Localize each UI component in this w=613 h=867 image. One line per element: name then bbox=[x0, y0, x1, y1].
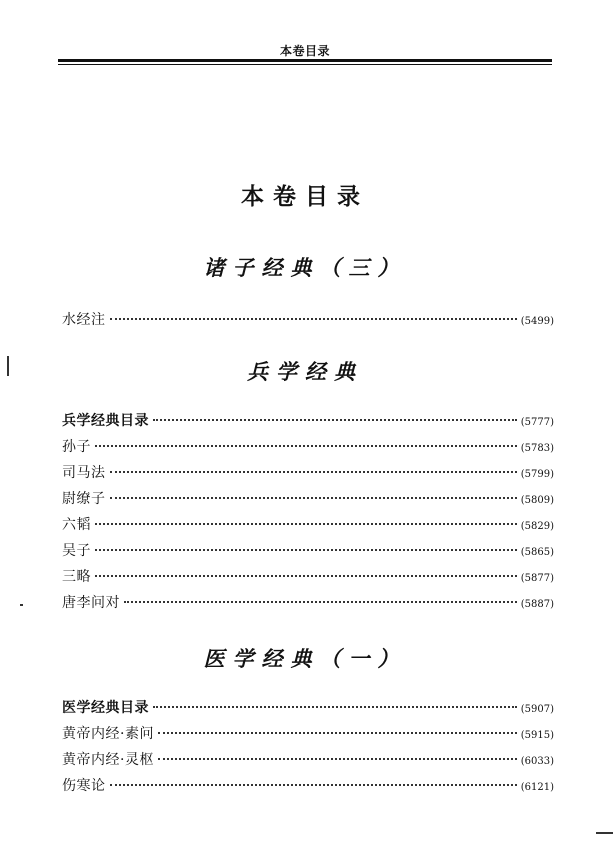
toc-entry-page: (5887) bbox=[520, 599, 554, 610]
header-rule-thin bbox=[58, 64, 552, 65]
toc-entry[interactable] bbox=[62, 721, 554, 747]
scan-mark bbox=[596, 832, 613, 834]
toc-entry-page: (5783) bbox=[520, 443, 554, 454]
toc-entry[interactable] bbox=[62, 747, 554, 773]
toc-entry-label: 黄帝内经·灵枢 bbox=[62, 752, 154, 768]
leader-dots bbox=[95, 523, 517, 525]
toc-entry-label: 医学经典目录 bbox=[62, 700, 149, 716]
leader-dots bbox=[124, 601, 517, 603]
toc-entry-page: (5865) bbox=[520, 547, 554, 558]
page-title: 本卷目录 bbox=[241, 184, 369, 210]
toc-entry-page: (5499) bbox=[520, 316, 554, 327]
toc-entry-page: (5915) bbox=[520, 730, 554, 741]
toc-entry-page: (5777) bbox=[520, 417, 554, 428]
toc-entry-page: (5877) bbox=[520, 573, 554, 584]
leader-dots bbox=[95, 549, 517, 551]
section-heading-zhuzi: 诸子经典（三） bbox=[203, 255, 407, 280]
toc-entry-page: (6121) bbox=[520, 782, 554, 793]
toc-entry[interactable] bbox=[62, 590, 554, 616]
toc-entry-page: (5799) bbox=[520, 469, 554, 480]
toc-entry-label: 唐李问对 bbox=[62, 595, 120, 611]
leader-dots bbox=[110, 471, 517, 473]
toc-entry[interactable] bbox=[62, 307, 554, 333]
toc-entry-label: 伤寒论 bbox=[62, 778, 106, 794]
toc-entry[interactable] bbox=[62, 512, 554, 538]
toc-entry-page: (5907) bbox=[520, 704, 554, 715]
toc-entry-label: 司马法 bbox=[62, 465, 106, 481]
toc-entry-label: 黄帝内经·素问 bbox=[62, 726, 154, 742]
toc-entry[interactable] bbox=[62, 460, 554, 486]
toc-entry-label: 水经注 bbox=[62, 312, 106, 328]
toc-list-yixue bbox=[62, 695, 554, 799]
scan-mark bbox=[20, 604, 23, 606]
leader-dots bbox=[95, 575, 517, 577]
running-header: 本卷目录 bbox=[279, 44, 330, 58]
toc-entry-page: (5829) bbox=[520, 521, 554, 532]
toc-entry[interactable] bbox=[62, 434, 554, 460]
leader-dots bbox=[110, 318, 517, 320]
toc-entry[interactable] bbox=[62, 538, 554, 564]
section-heading-bingxue: 兵学经典 bbox=[247, 359, 363, 384]
scan-mark bbox=[7, 356, 9, 376]
leader-dots bbox=[110, 497, 517, 499]
toc-entry[interactable] bbox=[62, 408, 554, 434]
leader-dots bbox=[158, 758, 517, 760]
toc-entry-label: 六韬 bbox=[62, 517, 91, 533]
toc-entry-label: 吴子 bbox=[62, 543, 91, 559]
toc-entry[interactable] bbox=[62, 695, 554, 721]
toc-entry-label: 兵学经典目录 bbox=[62, 413, 149, 429]
leader-dots bbox=[110, 784, 517, 786]
toc-entry-label: 孙子 bbox=[62, 439, 91, 455]
toc-list-bingxue bbox=[62, 408, 554, 616]
toc-list-zhuzi bbox=[62, 307, 554, 333]
toc-entry[interactable] bbox=[62, 773, 554, 799]
toc-entry-label: 三略 bbox=[62, 569, 91, 585]
section-heading-yixue: 医学经典（一） bbox=[203, 646, 407, 671]
header-rule-thick bbox=[58, 59, 552, 62]
leader-dots bbox=[153, 706, 517, 708]
toc-entry[interactable] bbox=[62, 486, 554, 512]
leader-dots bbox=[95, 445, 517, 447]
toc-entry-label: 尉缭子 bbox=[62, 491, 106, 507]
toc-entry-page: (6033) bbox=[520, 756, 554, 767]
leader-dots bbox=[153, 419, 517, 421]
toc-entry[interactable] bbox=[62, 564, 554, 590]
leader-dots bbox=[158, 732, 517, 734]
toc-entry-page: (5809) bbox=[520, 495, 554, 506]
